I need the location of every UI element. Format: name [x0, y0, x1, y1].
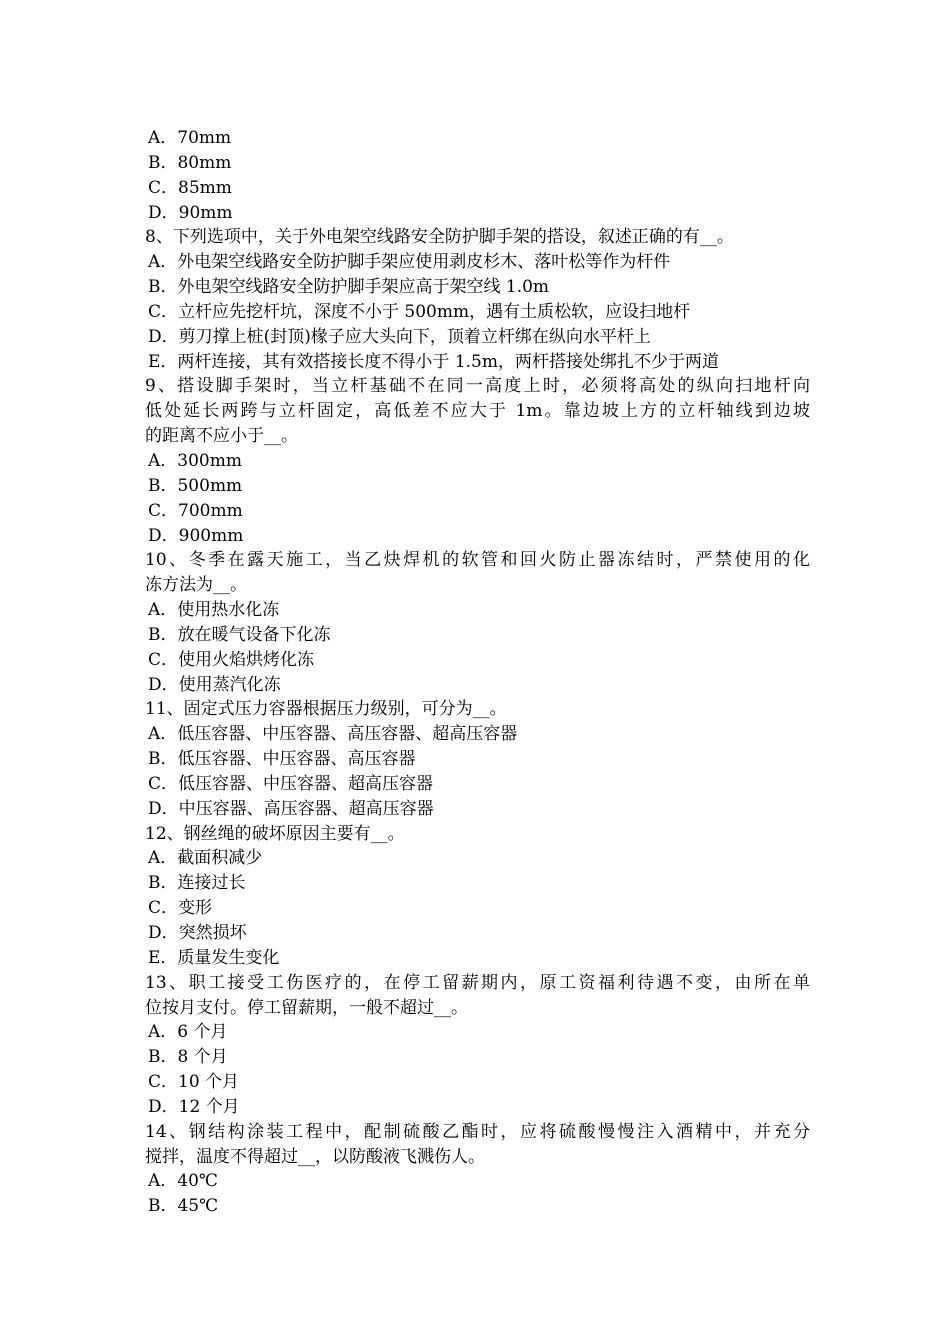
option-b: B．低压容器、中压容器、高压容器	[148, 749, 416, 770]
option-d: D．剪刀撑上桩(封顶)椽子应大头向下，顶着立杆绑在纵向水平杆上	[148, 326, 651, 347]
question-text-line: 11、固定式压力容器根据压力级别，可分为__。	[145, 699, 507, 720]
question-text-line: 搅拌，温度不得超过__，以防酸液飞溅伤人。	[145, 1146, 485, 1167]
option-a: A．6 个月	[148, 1022, 228, 1043]
question-text-line: 的距离不应小于__。	[145, 426, 298, 447]
question-8-stem	[145, 225, 810, 250]
question-10-stem	[145, 548, 810, 598]
option-b: B．连接过长	[148, 873, 246, 894]
question-12-stem	[145, 822, 810, 847]
question-text-line: 14、钢结构涂装工程中，配制硫酸乙酯时，应将硫酸慢慢注入酒精中，并充分	[145, 1121, 810, 1142]
option-b: B．80mm	[148, 152, 232, 173]
question-11	[145, 697, 810, 821]
option-c: C．低压容器、中压容器、超高压容器	[148, 773, 434, 794]
option-c: C．700mm	[148, 500, 243, 521]
option-c: C．10 个月	[148, 1072, 240, 1093]
option-b: B．45℃	[148, 1196, 219, 1217]
question-10	[145, 548, 810, 697]
question-12	[145, 822, 810, 971]
question-13-stem	[145, 971, 810, 1021]
option-d: D．突然损坏	[148, 923, 247, 943]
option-b: B．外电架空线路安全防护脚手架应高于架空线 1.0m	[148, 277, 550, 298]
option-a: A．使用热水化冻	[148, 600, 280, 621]
option-a: A．低压容器、中压容器、高压容器、超高压容器	[148, 724, 518, 745]
question-text-line: 位按月支付。停工留薪期，一般不超过__。	[145, 997, 468, 1018]
question-7-options	[145, 126, 810, 225]
question-text-line: 8、下列选项中，关于外电架空线路安全防护脚手架的搭设，叙述正确的有__。	[145, 227, 734, 248]
question-14-stem	[145, 1120, 810, 1170]
option-b: B．500mm	[148, 475, 243, 496]
option-c: C．使用火焰烘烤化冻	[148, 649, 315, 670]
option-d: D．90mm	[148, 202, 233, 223]
question-text-line: 12、钢丝绳的破坏原因主要有__。	[145, 823, 405, 844]
option-e: E．两杆连接，其有效搭接长度不得小于 1.5m，两杆搭接处绑扎不少于两道	[148, 351, 719, 372]
question-9-stem	[145, 374, 810, 449]
question-text-line: 低处延长两跨与立杆固定，高低差不应大于 1m。靠边坡上方的立杆轴线到边坡	[145, 401, 810, 422]
question-11-stem	[145, 697, 810, 722]
question-text-line: 10、冬季在露天施工，当乙炔焊机的软管和回火防止器冻结时，严禁使用的化	[145, 550, 810, 571]
question-14	[145, 1120, 810, 1219]
question-text-line: 冻方法为__。	[145, 575, 247, 596]
option-d: D．900mm	[148, 525, 244, 546]
option-a: A．截面积减少	[148, 848, 263, 869]
question-text-line: 13、职工接受工伤医疗的，在停工留薪期内，原工资福利待遇不变，由所在单	[145, 972, 810, 993]
option-a: A．40℃	[148, 1171, 218, 1192]
question-13	[145, 971, 810, 1120]
option-b: B．8 个月	[148, 1047, 228, 1068]
option-b: B．放在暖气设备下化冻	[148, 624, 331, 645]
option-c: C．85mm	[148, 177, 232, 198]
option-d: D．中压容器、高压容器、超高压容器	[148, 798, 434, 819]
question-text-line: 9、搭设脚手架时，当立杆基础不在同一高度上时，必须将高处的纵向扫地杆向	[145, 376, 810, 397]
option-c: C．立杆应先挖杆坑，深度不小于 500mm，遇有土质松软，应设扫地杆	[148, 301, 691, 322]
option-e: E．质量发生变化	[148, 947, 280, 968]
option-c: C．变形	[148, 898, 213, 919]
question-9	[145, 374, 810, 548]
question-list	[145, 126, 810, 1219]
question-8	[145, 225, 810, 374]
option-a: A．300mm	[148, 450, 242, 471]
option-d: D．12 个月	[148, 1096, 240, 1117]
option-a: A．外电架空线路安全防护脚手架应使用剥皮杉木、落叶松等作为杆件	[148, 252, 671, 273]
option-d: D．使用蒸汽化冻	[148, 674, 281, 695]
option-a: A．70mm	[148, 128, 232, 148]
